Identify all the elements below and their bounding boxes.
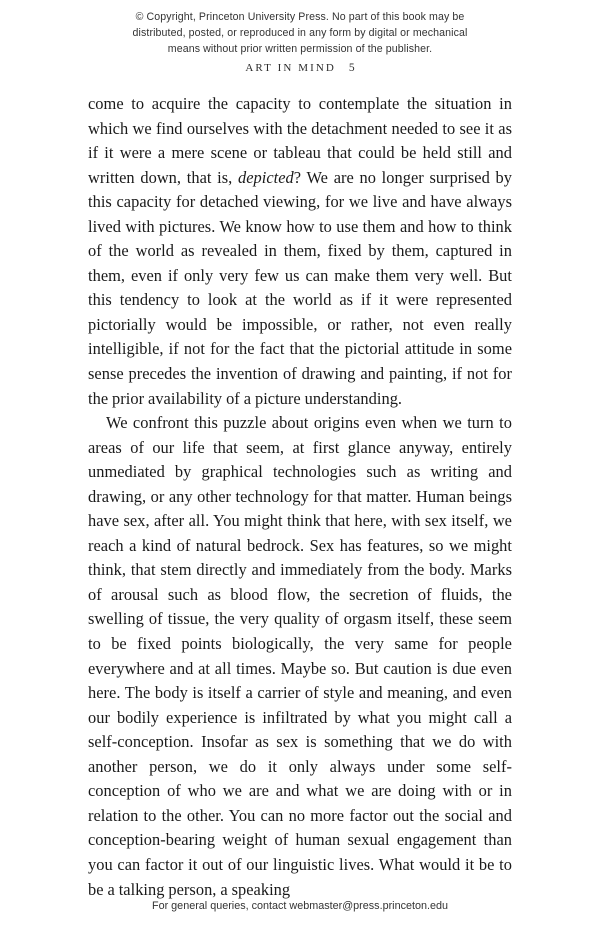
copyright-line-2: distributed, posted, or reproduced in any form by digital or mechanical	[132, 27, 468, 40]
copyright-notice	[88, 9, 512, 58]
page-number: 5	[348, 62, 355, 74]
paragraph-1-part-2: ? We are no longer surprised by this capacity for detached viewing, for we live and have always lived with pictures. We know how to use them and how to think of the world as revealed in them, fixed by them, captured in them, even if only very few us can make them very well. But this tendency to look at the world as if it were represented pictorially would be impossible, or rather, not even really intelligible, if not for the fact that the pictorial attitude in some sense precedes the invention of drawing and painting, if not for the prior availability of a picture understanding.	[88, 167, 512, 408]
copyright-line-3: means without prior written permission of the publisher.	[167, 43, 433, 56]
paragraph-continuation	[88, 92, 512, 411]
copyright-line-1: © Copyright, Princeton University Press. No part of this book may be	[135, 11, 465, 23]
running-head-title: ART IN MIND	[245, 62, 336, 74]
body-text-block	[88, 92, 512, 902]
italic-term-depicted: depicted	[238, 167, 294, 187]
running-head	[88, 62, 512, 74]
paragraph-1-part-1: come to acquire the capacity to contemplate the situation in which we find ourselves with the detachment needed to see it as if it were a mere scene or tableau that could be held still and written down, that is,	[88, 94, 512, 187]
paragraph-2: We confront this puzzle about origins even when we turn to areas of our life that seem, at first glance anyway, entirely unmediated by graphical technologies such as writing and drawing, or any other technology for that matter. Human beings have sex, after all. You might think that here, with sex itself, we reach a kind of natural bedrock. Sex has features, so we might think, that stem directly and immediately from the body. Marks of arousal such as blood flow, the secretion of fluids, the swelling of tissue, the very quality of orgasm itself, these seem to be fixed points biologically, the very same for people everywhere and at all times. Maybe so. But caution is due even here. The body is itself a carrier of style and meaning, and even our bodily experience is infiltrated by what you might call a self-conception. Insofar as sex is something that we do with another person, we do it only always under some self-conception of who we are and what we are doing with or in relation to the other. You can no more factor out the social and conception-bearing weight of human sexual engagement than you can factor it out of our linguistic lives. What would it be to be a talking person, a speaking	[88, 413, 512, 899]
footer-queries-line: For general queries, contact webmaster@press.princeton.edu	[151, 900, 449, 912]
